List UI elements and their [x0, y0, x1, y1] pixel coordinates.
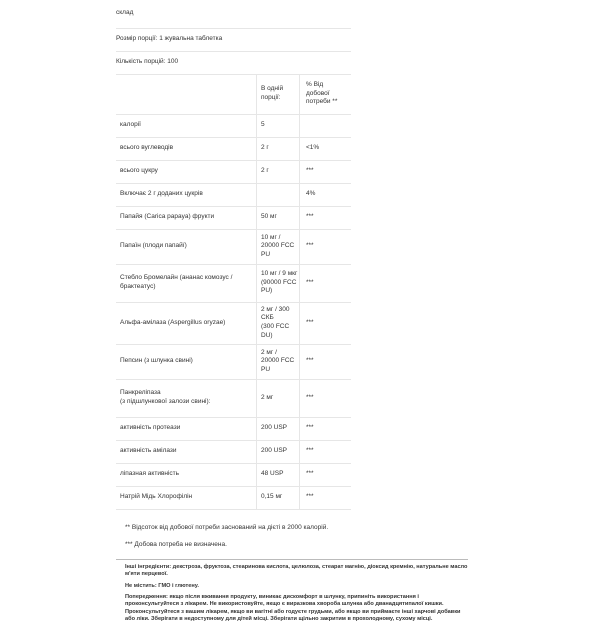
nutrient-name-line: Альфа-амілаза (Aspergillus oryzae): [120, 318, 226, 326]
amount-per-serving-line: 2 мг /: [261, 348, 277, 356]
daily-value: ***: [300, 463, 352, 486]
amount-per-serving-line: (300 FCC DU): [261, 323, 290, 339]
header-daily-value: [300, 74, 352, 114]
nutrient-name: [116, 417, 257, 440]
daily-value: ***: [300, 206, 352, 229]
amount-per-serving-line: 50 мг: [261, 213, 277, 221]
table-row: [116, 114, 351, 137]
nutrient-name: [116, 229, 257, 264]
warning-text: Попередження: якщо після вживання продукту, виникає дискомфорт в шлунку, припиніть використання і проконсультуйтеся з лікарем. Не використовуйте, якщо є виразкова хвороба шлунка або дванадцятипалої кишки. Проконсультуйтеся з вашим лікарем, якщо ви вагітні або годуєте грудьми, або якщо ви приймаєте інші харчові добавки або ліки. Зберігати в недоступному для дітей місці. Зберігати щільно закритим в прохолодному, сухому місці.: [125, 593, 461, 623]
nutrient-name-line: всього цукру: [120, 167, 158, 175]
product-info: [116, 564, 470, 624]
table-row: [116, 229, 351, 264]
table-row: [116, 160, 351, 183]
nutrient-name: [116, 302, 257, 344]
daily-value: ***: [300, 160, 352, 183]
nutrient-name-line: активність протеази: [120, 424, 181, 432]
header-per-serving-line: В одній: [261, 85, 284, 93]
nutrient-name-line: всього вуглеводів: [120, 144, 174, 152]
amount-per-serving: [257, 417, 300, 440]
footnotes: [116, 524, 468, 550]
amount-per-serving-line: 2 мг / 300: [261, 305, 290, 313]
composition-label: склад: [116, 0, 351, 28]
composition-row: [116, 0, 351, 28]
amount-per-serving: [257, 229, 300, 264]
daily-value: <1%: [300, 137, 352, 160]
amount-per-serving-line: 200 USP: [261, 447, 288, 455]
table-row: [116, 344, 351, 379]
nutrient-name: [116, 344, 257, 379]
amount-per-serving-line: 20000 FCC: [261, 357, 295, 365]
nutrient-name: [116, 160, 257, 183]
amount-per-serving-line: 10 мг / 9 мкг: [261, 270, 298, 278]
supplement-facts: [116, 0, 468, 624]
other-ingredients: Інші інгредієнти: декстроза, фруктоза, стеаринова кислота, целюлоза, стеарат магнію, діоксид кремнію, натуральне масло м'яти перцевої.: [125, 563, 468, 578]
amount-per-serving-line: 10 мг /: [261, 233, 281, 241]
serving-size: Розмір порції: 1 жувальна таблетка: [116, 28, 351, 51]
nutrient-name-line: Включає 2 г доданих цукрів: [120, 190, 203, 198]
amount-per-serving-line: 200 USP: [261, 424, 288, 432]
amount-per-serving-line: (90000 FCC: [261, 278, 297, 286]
amount-per-serving-line: 0,15 мг: [261, 493, 283, 501]
table-row: [116, 206, 351, 229]
amount-per-serving-line: 5: [261, 121, 265, 129]
servings-count-row: [116, 51, 351, 74]
table-row: [116, 183, 351, 206]
table-row: [116, 302, 351, 344]
nutrient-name-line: активність амілази: [120, 447, 177, 455]
header-daily-value-line: добової: [306, 89, 330, 97]
table-row: [116, 264, 351, 302]
table-row: [116, 486, 351, 509]
daily-value: ***: [300, 417, 352, 440]
table-row: [116, 137, 351, 160]
table-row: [116, 379, 351, 417]
nutrient-name: [116, 206, 257, 229]
nutrient-name: [116, 114, 257, 137]
nutrient-name-line: калорії: [120, 121, 141, 129]
amount-per-serving: [257, 463, 300, 486]
divider: [116, 559, 468, 560]
nutrient-name-line: Пепсин (з шлунка свині): [120, 357, 193, 365]
daily-value: ***: [300, 302, 352, 344]
amount-per-serving: [257, 160, 300, 183]
nutrient-name: [116, 264, 257, 302]
amount-per-serving: [257, 440, 300, 463]
daily-value: ***: [300, 344, 352, 379]
nutrient-name-line: Панкреліпаза: [120, 389, 161, 397]
servings-count: Кількість порцій: 100: [116, 51, 351, 74]
amount-per-serving-line: 2 г: [261, 167, 269, 175]
amount-per-serving-line: СКБ: [261, 314, 274, 322]
daily-value: 4%: [300, 183, 352, 206]
daily-value: [300, 114, 352, 137]
serving-size-row: [116, 28, 351, 51]
table-row: [116, 440, 351, 463]
header-daily-value-line: потреби **: [306, 98, 338, 106]
amount-per-serving-line: 20000 FCC: [261, 242, 295, 250]
nutrient-name: [116, 440, 257, 463]
amount-per-serving: [257, 344, 300, 379]
amount-per-serving-line: PU: [261, 365, 271, 373]
amount-per-serving-line: PU: [261, 250, 271, 258]
table-row: [116, 463, 351, 486]
amount-per-serving: [257, 114, 300, 137]
daily-value: ***: [300, 440, 352, 463]
amount-per-serving: [257, 137, 300, 160]
amount-per-serving: [257, 183, 300, 206]
footnote-not-established: *** Добова потреба не визначена.: [125, 541, 227, 549]
amount-per-serving: [257, 302, 300, 344]
nutrient-name-line: Натрій Мідь Хлорофілін: [120, 493, 193, 501]
daily-value: ***: [300, 379, 352, 417]
amount-per-serving-line: 48 USP: [261, 470, 284, 478]
amount-per-serving-line: PU): [261, 287, 273, 295]
nutrient-name-line: Стебло Бромелайн (ананас комозус /: [120, 274, 233, 282]
nutrient-name-line: Папайя (Carica papaya) фрукти: [120, 213, 215, 221]
nutrient-name: [116, 137, 257, 160]
gmo-free-note: Не містить: ГМО і глютену.: [125, 582, 199, 589]
nutrient-name-line: (з підшлункової залози свині):: [120, 398, 211, 405]
amount-per-serving: [257, 379, 300, 417]
amount-per-serving: [257, 264, 300, 302]
nutrient-name: [116, 183, 257, 206]
header-per-serving-line: порції:: [261, 94, 281, 101]
nutrient-name-line: ліпазная активність: [120, 470, 180, 478]
amount-per-serving-line: 2 мг: [261, 393, 274, 401]
header-daily-value-line: % Від: [306, 81, 324, 89]
nutrient-name-line: брактеатус): [120, 283, 156, 290]
table-row: [116, 417, 351, 440]
nutrient-name: [116, 463, 257, 486]
nutrient-name: [116, 379, 257, 417]
nutrient-name-line: Папаїн (плоди папайї): [120, 242, 187, 250]
header-per-serving: [257, 74, 300, 114]
footnote-daily-value: ** Відсоток від добової потреби заснований на дієті в 2000 калорій.: [125, 523, 329, 531]
daily-value: ***: [300, 229, 352, 264]
amount-per-serving: [257, 206, 300, 229]
daily-value: ***: [300, 486, 352, 509]
amount-per-serving: [257, 486, 300, 509]
header-blank: [116, 74, 257, 114]
nutrient-name: [116, 486, 257, 509]
amount-per-serving-line: 2 г: [261, 144, 269, 152]
header-row: [116, 74, 351, 114]
daily-value: ***: [300, 264, 352, 302]
supplement-facts-table: [116, 0, 351, 510]
